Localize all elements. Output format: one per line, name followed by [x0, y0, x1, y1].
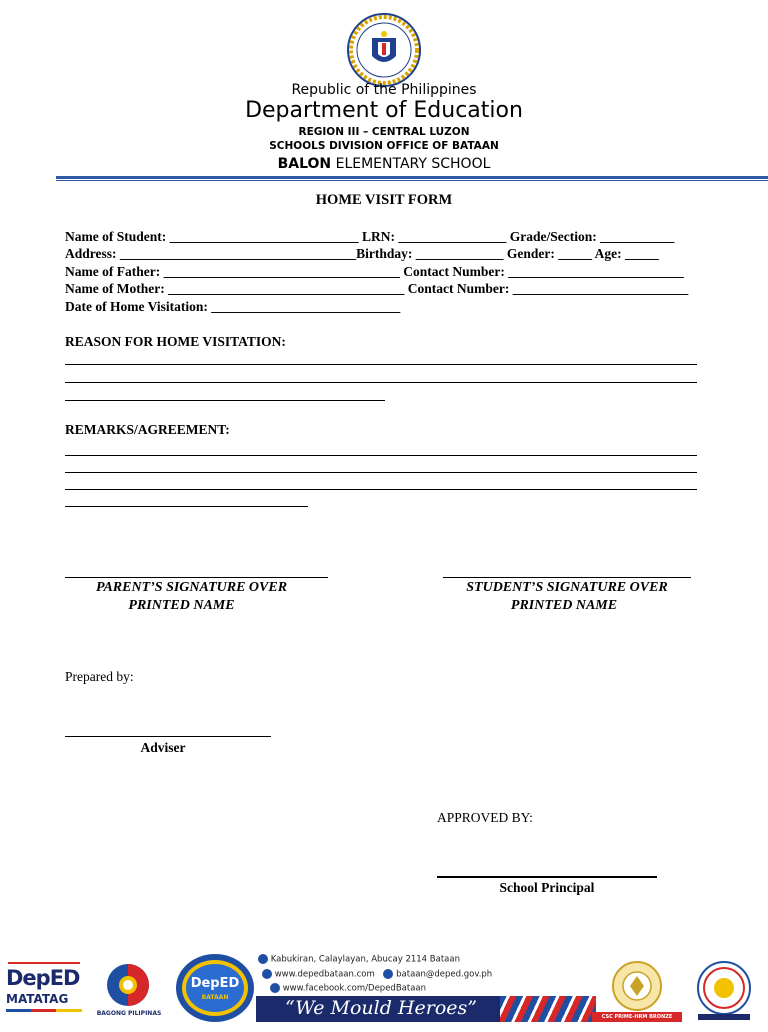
division-label: SCHOOLS DIVISION OFFICE OF BATAAN — [269, 140, 499, 152]
deped-logo-text: DepED — [6, 966, 80, 990]
quality-seal — [686, 958, 762, 1022]
globe-icon — [262, 969, 272, 979]
adviser-label: Adviser — [140, 740, 186, 755]
facebook-text[interactable]: www.facebook.com/DepedBataan — [282, 983, 426, 994]
region-label: REGION III – CENTRAL LUZON — [298, 126, 470, 138]
website-text[interactable]: www.depedbataan.com — [274, 969, 375, 980]
address-text: Kabukiran, Calaylayan, Abucay 2114 Bataan — [270, 954, 460, 965]
bagong-pilipinas-text: BAGONG PILIPINAS — [96, 1010, 162, 1017]
parent-signature-label-1: PARENT’S SIGNATURE OVER — [95, 580, 288, 595]
remarks-label: REMARKS/AGREEMENT: — [65, 422, 230, 437]
reason-label: REASON FOR HOME VISITATION: — [65, 334, 286, 349]
award-text: CSC PRIME-HRM BRONZE AWARD — [592, 1012, 682, 1022]
reason-line-3[interactable] — [65, 400, 385, 401]
father-line[interactable]: Name of Father: ___________________________________ Contact Number: __________________________ — [65, 264, 684, 279]
address-line[interactable]: Address: ___________________________________Birthday: _____________ Gender: _____ Age: _____ — [65, 246, 659, 261]
bagong-pilipinas-logo — [92, 962, 166, 1022]
country-label: Republic of the Philippines — [291, 82, 477, 98]
deped-bataan-seal — [174, 952, 256, 1024]
remarks-line-4[interactable] — [65, 506, 308, 507]
footer-banner — [0, 944, 768, 1030]
student-signature-label-2: PRINTED NAME — [510, 598, 618, 613]
mail-icon — [383, 969, 393, 979]
principal-label: School Principal — [499, 880, 595, 895]
header-divider — [56, 176, 768, 179]
prepared-by-label: Prepared by: — [65, 669, 134, 684]
mother-line[interactable]: Name of Mother: ___________________________________ Contact Number: __________________________ — [65, 281, 689, 296]
award-seal — [596, 960, 678, 1030]
deped-seal-icon — [346, 12, 422, 88]
matatag-text: MATATAG — [6, 992, 69, 1006]
approved-by-label: APPROVED BY: — [437, 810, 533, 825]
parent-signature-label-2: PRINTED NAME — [128, 598, 235, 613]
deped-seal — [346, 12, 422, 88]
student-info-line[interactable]: Name of Student: ____________________________ LRN: ________________ Grade/Section: ___________ — [65, 229, 675, 244]
bataan-logo-sub: BATAAN — [201, 994, 229, 1001]
contact-facebook — [270, 983, 426, 994]
reason-line-1[interactable] — [65, 364, 697, 365]
matatag-stripe — [6, 1009, 82, 1012]
school-name-bold: BALON — [277, 156, 332, 172]
visit-date-line[interactable]: Date of Home Visitation: ____________________________ — [65, 299, 401, 314]
adviser-signature-line[interactable] — [65, 736, 271, 737]
deped-matatag-logo — [6, 962, 84, 1020]
header-divider-thin — [56, 180, 768, 181]
remarks-line-1[interactable] — [65, 455, 697, 456]
form-title: HOME VISIT FORM — [315, 192, 453, 208]
quality-seal-icon — [686, 958, 762, 1022]
location-icon — [258, 954, 268, 964]
student-signature-line[interactable] — [443, 577, 691, 578]
bataan-logo-text: DepED — [190, 976, 240, 991]
principal-signature-line[interactable] — [437, 876, 657, 878]
facebook-icon — [270, 983, 280, 993]
school-name — [0, 156, 768, 172]
school-name-rest: ELEMENTARY SCHOOL — [335, 156, 491, 172]
parent-signature-line[interactable] — [65, 577, 328, 578]
slogan-text: “We Mould Heroes” — [285, 997, 477, 1019]
reason-line-2[interactable] — [65, 382, 697, 383]
slogan-stripes — [500, 996, 596, 1022]
deped-logo-underline — [8, 962, 80, 964]
bagong-pilipinas-icon — [98, 962, 158, 1008]
email-text[interactable]: bataan@deped.gov.ph — [396, 969, 493, 980]
contact-address — [258, 954, 460, 965]
student-signature-label-1: STUDENT’S SIGNATURE OVER — [466, 580, 668, 595]
contact-web-email — [262, 969, 492, 980]
remarks-line-2[interactable] — [65, 472, 697, 473]
department-label: Department of Education — [245, 98, 523, 123]
remarks-line-3[interactable] — [65, 489, 697, 490]
award-icon — [596, 960, 678, 1012]
